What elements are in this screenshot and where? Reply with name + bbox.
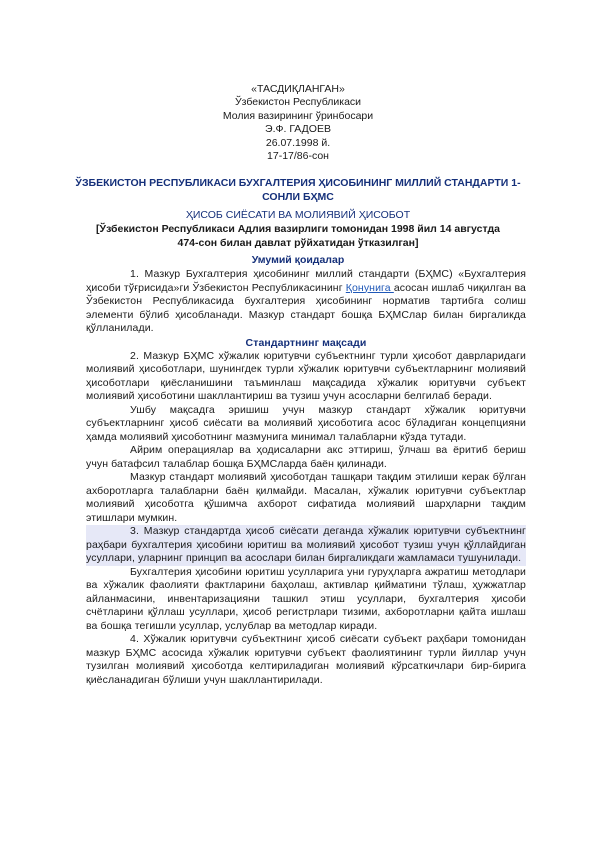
paragraph-goal: Ушбу мақсадга эришиш учун мазкур стандарт хўжалик юритувчи субъектларнинг ҳисоб сиёсати ва молиявий ҳисоботига асос бўладиган концепцияни ҳамда молиявий ҳисоботнинг мазмунига минимал талабларни кўзда тутади. xyxy=(86,403,526,443)
paragraph-text: асосан ишлаб чиқилган ва Ўзбекистон Республикасида бухгалтерия ҳисобининг норматив тартибга солиш элементи бўлиб ҳисобланади. Мазкур стандарт бошқа БҲМСлар билан биргаликда қўлланилади. xyxy=(86,281,526,334)
section-heading-purpose: Стандартнинг мақсади xyxy=(245,336,367,349)
law-link[interactable]: Қонунига xyxy=(345,281,394,294)
paragraph-2: 2. Мазкур БҲМС хўжалик юритувчи субъектнинг турли ҳисобот даврларидаги молиявий ҳисоботлари, шунингдек турли хўжалик юритувчи субъектларнинг молиявий ҳисоботлари қиёсланишини таъминлаш мақсадида хўжалик юритувчи субъект молиявий ҳисоботини шакллантириш ва тузиш учун асосларни белгилаб беради. xyxy=(86,349,526,402)
paragraph-1 xyxy=(86,268,526,336)
approval-line: Молия вазирининг ўринбосари xyxy=(222,109,374,122)
document-title: ЎЗБЕКИСТОН РЕСПУБЛИКАСИ БУХГАЛТЕРИЯ ҲИСОБИНИНГ МИЛЛИЙ СТАНДАРТИ 1-СОНЛИ БҲМС xyxy=(75,177,521,203)
document-body xyxy=(86,268,526,687)
approval-line: 17-17/86-сон xyxy=(267,150,329,163)
document-subtitle: ҲИСОБ СИЁСАТИ ВА МОЛИЯВИЙ ҲИСОБОТ xyxy=(185,209,411,221)
paragraph-4: 4. Хўжалик юритувчи субъектнинг ҳисоб сиёсати субъект раҳбари томонидан мазкур БҲМС асосида хўжалик юритувчи субъект фаолиятининг турли йиллар учун тузилган молиявий ҳисоботда келтириладиган молиявий кўрсаткичлари бир-бирига қиёсланадиган бўлиши учун шакллантирилади. xyxy=(86,633,526,686)
approval-line: 26.07.1998 й. xyxy=(265,136,331,149)
approval-stamp-block xyxy=(0,83,596,163)
paragraph-3-highlighted: 3. Мазкур стандартда ҳисоб сиёсати деганда хўжалик юритувчи субъектнинг раҳбари бухгалтерия ҳисобини юритиш ва молиявий ҳисобот тузиш учун қўллайдиган усуллари, уларнинг принцип ва асослари билан биргаликдаги жамламаси тушунилади. xyxy=(86,525,526,564)
registration-note: [Ўзбекистон Республикаси Адлия вазирлиги томонидан 1998 йил 14 августда 474-сон билан давлат рўйхатидан ўтказилган] xyxy=(96,223,500,249)
approval-line: Э.Ф. ГАДОЕВ xyxy=(265,123,331,136)
paragraph-text: 1. Мазкур Бухгалтерия ҳисобининг миллий стандарти (БҲМС) «Бухгалтерия ҳисоби тўғрисида»ги Ўзбекистон Республикасининг xyxy=(86,268,526,294)
approval-line: Ўзбекистон Республикаси xyxy=(234,96,362,109)
paragraph-methods: Бухгалтерия ҳисобини юритиш усулларига уни гуруҳларга ажратиш методлари ва хўжалик фаолияти фактларини баҳолаш, активлар қийматини тўлаш, ҳужжатлар айланмасини, инвентаризацияни ташкил этиш усуллари, бухгалтерия ҳисоби счётларини қўллаш усуллари, ҳисоб регистрлари тизими, ахборотларни қайта ишлаш ва бошқа тегишли усуллар, услублар ва методлар киради. xyxy=(86,565,526,632)
section-heading-general: Умумий қоидалар xyxy=(251,254,345,266)
paragraph-details: Айрим операциялар ва ҳодисаларни акс эттириш, ўлчаш ва ёритиб бериш учун батафсил талаблар бошқа БҲМСларда баён қилинади. xyxy=(86,444,526,470)
paragraph-scope: Мазкур стандарт молиявий ҳисоботдан ташқари тақдим этилиши керак бўлган ахборотларга талабларни баён қилмайди. Масалан, хўжалик юритувчи субъектлар молиявий ҳисоботга қўшимча ахборот сифатида молиявий шарҳларни тақдим этишлари мумкин. xyxy=(86,471,526,524)
approval-line: «ТАСДИҚЛАНГАН» xyxy=(251,83,345,95)
